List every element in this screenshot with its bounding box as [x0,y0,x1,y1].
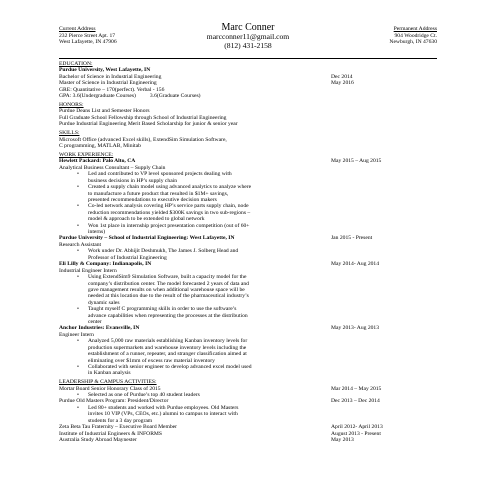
section-title: WORK EXPERIENCE: [59,151,114,158]
bullet-line: reduction recommendations yielded $300K savings in two sub-regions – [88,209,251,216]
bullet-line: • Led and contributed to VP level sponsored projects dealing with [88,171,232,178]
bullet-list [59,248,437,261]
honors-section [59,102,437,128]
leadership-section [59,379,437,444]
bullet-list [59,274,437,325]
activity-date: May 2013 [331,437,354,444]
permanent-address-label: Permanent Address [393,26,437,32]
activity-row [59,437,437,444]
job-date: Jan 2015 - Present [331,235,373,242]
bullet-line: eliminating over $1mm of excess raw material inventory [88,357,215,364]
degree-text: Bachelor of Science in Industrial Engineering [59,73,162,80]
bullet-list [59,171,437,235]
company-name: Anchor Industries: Evansville, IN [59,325,140,332]
activity-text: Institute of Industrial Engineers & INFORMS [59,430,163,437]
bullet-item [59,203,308,222]
section-title: LEADERSHIP & CAMPUS ACTIVITIES: [59,378,157,385]
skills-section [59,130,437,150]
bullet-item [59,364,308,377]
permanent-address [389,26,437,46]
contact-block [59,23,437,50]
degree-date: Dec 2014 [331,73,353,80]
bullet-line: • Analyzed 5,000 raw materials establishing Kanban inventory levels for [88,338,248,345]
bullet-line: • Taught myself C programming skills in order to use the software’s [88,306,237,313]
bullet-line: production supermarkets and warehouse inventory levels including the [88,344,247,351]
activity-text: Zeta Beta Tau Fraternity – Executive Board Member [59,424,178,431]
job-role: Analytical Business Consultant – Supply Chain [59,164,166,171]
company-name: Eli Lilly & Company: Indianapolis, IN [59,261,152,268]
section-title: HONORS: [59,101,84,108]
skills-line: C programming, MATLAB, Minitab [59,143,141,150]
bullet-item [59,306,308,325]
bullet-line: presented recommendations to executive decision makers [88,196,217,203]
email: marcconner11@gmail.com [206,32,290,41]
bullet-line: in Kanban analysis [88,370,131,377]
bullet-line: • Led 80+ students and worked with Purdue employees. Old Masters [88,404,239,411]
job-date: May 2015 – Aug 2015 [331,158,382,165]
bullet-line: • Co-led network analysis covering HP’s service parts supply chain, node [88,203,249,210]
activity-date: Dec 2013 – Dec 2014 [331,398,380,405]
bullet-line: students for a 3 day program [88,417,153,424]
bullet-line: advance capabilities when representing the processes at the distribution [88,312,248,319]
education-section [59,61,437,100]
bullet-line: to manufacture a future product that resulted in $1M+ savings, [88,190,229,197]
bullet-item [59,274,308,306]
bullet-item [59,223,308,236]
job-role: Industrial Engineer Intern [59,267,117,274]
bullet-line: invites 10 VIP (VPs, CEOs, etc.) alumni to campus to interact with [88,411,238,418]
bullet-line: needed at this location due to the result of the pharmaceutical industry’s [88,293,249,300]
activity-date: Mar 2014 – May 2015 [331,385,382,392]
leadership-list [59,386,437,444]
bullet-item [59,248,308,261]
bullet-item [59,338,308,364]
current-address-line: West Lafayette, IN 47906 [59,39,117,46]
company-name: Purdue University – School of Industrial Engineering: West Lafayette, IN [59,235,235,242]
bullet-line: establishment of a runner, repeater, and stranger classification aimed at [88,351,247,358]
current-address-line: 232 Pierce Street Apt. 17 [59,32,116,39]
permanent-address-line: Newburgh, IN 47630 [389,39,437,46]
bullet-line: • Collaborated with senior engineer to develop advanced excel model used [88,364,252,371]
bullet-line: interns) [88,228,106,235]
bullet-line: • Won 1st place in internship project presentation competition (out of 60+ [88,222,250,229]
bullet-list [59,405,437,424]
job-role: Engineer Intern [59,331,94,338]
bullet-item [59,405,308,424]
bullet-line: • Selected as one of Purdue’s top 40 student leaders [88,392,200,399]
phone: (812) 431-2158 [224,41,272,50]
bullet-line: company’s distribution center. The model forecasted 2 years of data and [88,280,249,287]
bullet-line: gave management results on when additional warehouse space will be [88,287,245,293]
resume-header [59,22,437,56]
current-address-label: Current Address [59,26,96,32]
work-section [59,152,437,377]
gre-scores: GRE: Quantitative – 170(perfect). Verbal - 156 [59,86,165,93]
gpa: GPA: 3.6(Undergraduate Courses) 3.6(Graduate Courses) [59,93,201,100]
activity-date: April 2012- April 2013 [331,424,383,431]
honor-item: Purdue Deans List and Semester Honors [59,108,150,115]
activity-text: Purdue Old Masters Program: President/Director [59,398,169,405]
job-list [59,158,437,377]
section-title: SKILLS: [59,129,80,136]
permanent-address-line: 904 Woodridge Ct. [394,32,437,39]
job-role: Research Assistant [59,241,102,248]
bullet-line: Professor of Industrial Engineering [88,254,167,261]
activity-text: Mortar Board Senior Honorary Class of 2015 [59,385,161,392]
honor-item: Full Graduate School Fellowship through School of Industrial Engineering [59,114,227,121]
school-name: Purdue University, West Lafayette, IN [59,67,151,74]
bullet-list [59,338,437,376]
degree-date: May 2016 [331,80,354,87]
activity-text: Australia Study Abroad Maynester [59,437,137,444]
bullet-line: • Created a supply chain model using advanced analytics to analyze where [88,184,252,191]
bullet-line: business decisions in HP’s supply chain [88,177,178,184]
activity-date: August 2013 - Present [331,430,381,437]
bullet-item [59,171,308,184]
bullet-line: • Work under Dr. Abhijit Deshmukh, The James J. Solberg Head and [88,248,239,255]
section-title: EDUCATION: [59,60,93,67]
job-date: May 2013- Aug 2013 [331,325,380,332]
job-date: May 2014- Aug 2014 [331,261,380,268]
bullet-line: dynamic sales [88,299,120,306]
bullet-line: center [88,319,102,326]
honor-item: Purdue Industrial Engineering Merit Based Scholarship for junior & senior year [59,121,238,128]
divider [59,58,437,59]
degree-text: Master of Science in Industrial Engineering [59,80,157,87]
company-name: Hewlett Packard: Palo Alto, CA [59,158,136,165]
resume-page [59,22,437,444]
bullet-line: model & approach to be extended to global network [88,216,205,223]
bullet-item [59,184,308,203]
skills-line: Microsoft Office (advanced Excel skills), ExtendSim Simulation Software, [59,136,227,143]
bullet-line: • Using ExtendSim9 Simulation Software, built a capacity model for the [88,274,247,281]
candidate-name: Marc Conner [221,22,275,33]
